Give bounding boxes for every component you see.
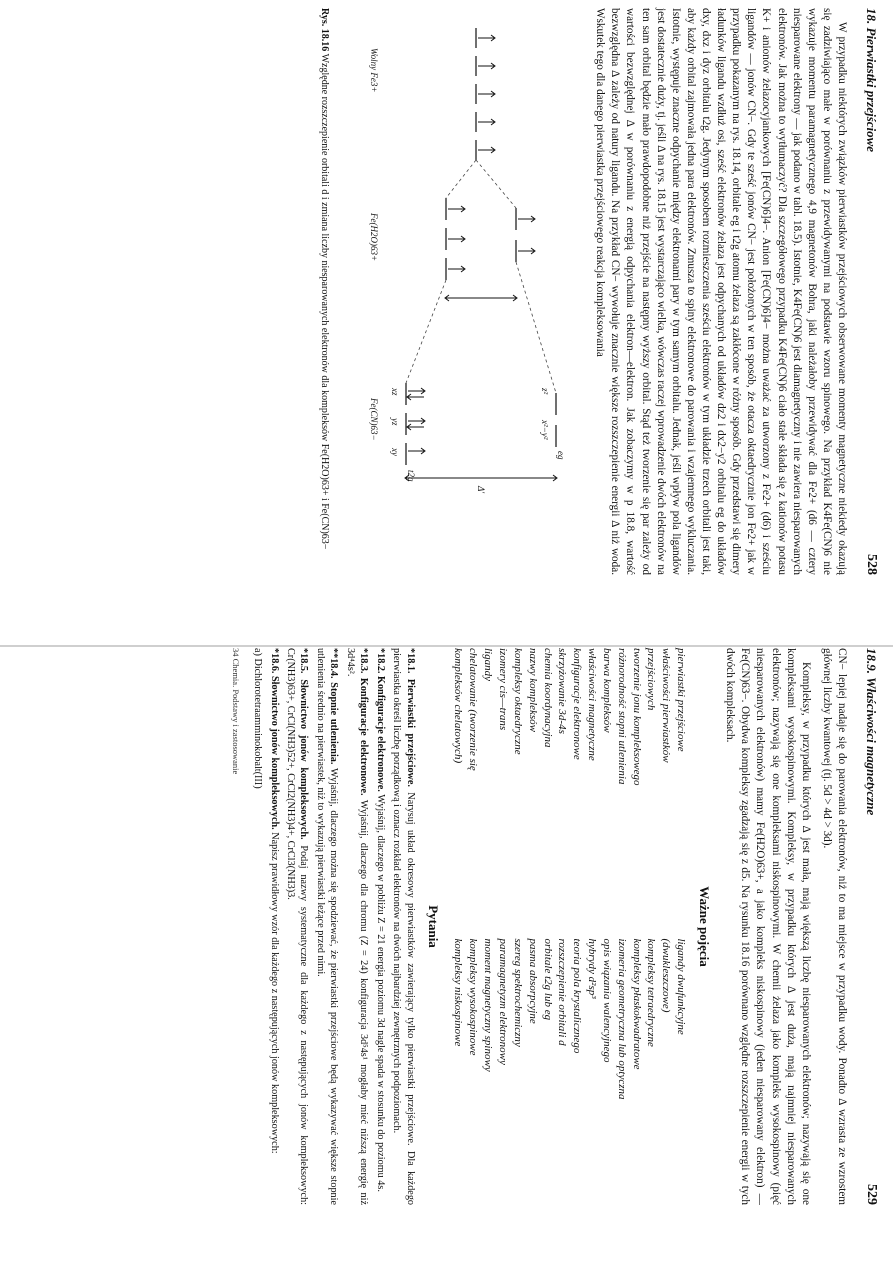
term-item: kompleksy tetraedryczne [645, 938, 658, 1047]
orbital-splitting-diagram [336, 8, 586, 575]
term-item: różnorodność stopni utlenienia [615, 648, 628, 785]
term-item: kompleksy oktaedryczne [511, 648, 524, 755]
question-title: Pierwiastki przejściowe. [404, 678, 416, 787]
delta-label: Δ' [476, 486, 487, 494]
caption-text: Względne rozszczepienie orbitali d i zmiana liczby niesparowanych elektronów dla kompleksów Fe(H2O)63+ i Fe(CN)63− [319, 53, 331, 550]
yz-label: yz [390, 418, 401, 426]
term-item: kompleksy wysokospinowe [467, 938, 480, 1056]
page-number: 528 [864, 554, 879, 575]
question-title: Słownictwo jonów kompleksowych. [268, 676, 280, 830]
question-text: Wyjaśnij, dlaczego w pobliżu Z = 21 energia poziomu 3d nagle spada w stosunku do poziomu 4s. [374, 794, 386, 1192]
question-number: *18.3. [358, 648, 370, 674]
question-number: *18.2. [374, 648, 386, 674]
term-item: chelatowanie (tworzenie się [467, 648, 480, 771]
question-title: Stopnie utlenienia. [328, 682, 340, 765]
question-title: Słownictwo jonów kompleksowych. [298, 679, 310, 840]
xy-label: xy [390, 448, 401, 456]
z2-label: z² [540, 388, 551, 395]
term-item: tworzenie jonu kompleksowego [630, 648, 643, 786]
body-paragraph: W przypadku niektórych związków pierwiastków przejściowych obserwowane momenty magnetyczne niekiedy okazują się zadziwiająco małe w porównaniu z przewidywanymi na podstawie wzoru spinowego. Na przykład K4Fe(CN)6 nie wykazuje momentu paramagnetycznego 4,9 magnetonów Bohra, jaki należałoby przewidywać dla Fe2+ (d6 — cztery niesparowane elektrony — jak podano w tabl. 18.5). Istotnie, K4Fe(CN)6 jest diamagnetyczny i nie zawiera niesparowanych elektronów. Jak można to wytłumaczyć? Dla szczegółowego przypadku K4Fe(CN)6 ciało stałe składa się z kationów potasu K+ i anionów żelazocyjankowych [Fe(CN)6]4−. Anion [Fe(CN)6]4− można uważać za utworzony z Fe2+ (d6) i sześciu ligandów — jonów CN−. Gdy te sześć jonów CN− jest położonych w ten sposób, że otacza oktaedrycznie jon Fe2+ jak w przypadku pokazanym na rys. 18.14, orbitale eg i t2g atomu żelaza są zakłócone w różny sposób. Gdy przedstawi się dimery ładunków ligandu wzdłuż osi, sześć elektronów żelaza jest odpychanych od układów dz2 i dx2−y2 orbitalu eg do układów dxy, dxz i dyz orbitalu t2g. Jedynym sposobem rozmieszczenia sześciu elektronów w tym układzie trzech orbitali jest taki, aby każdy orbital zajmowała jedna para elektronów. Zmusza to spiny elektronowe do parowania i wzajemnego wykluczania. Istotnie, występuje znaczne odpychanie między elektronami pary w tym samym orbitalu. Jednak, jeśli wpływ pola ligandów jest dostatecznie duży, tj. jeśli Δ na rys. 18.15 jest wystarczająco wielka, wówczas raczej wprowadzenie dwóch elektronów na ten sam orbital będzie mało prawdopodobne niż przejście na następny wyższy orbital. Stąd też tworzenie się par zależy od wartości bezwzględnej Δ w porównaniu z energią odpychania elektron—elektron. Jak zobaczymy w p 18.8, wartość bezwzględna Δ zależy od natury ligandu. Na przykład CN− wywołuje znacznie większe rozszczepienie energii Δ niż woda. Wskutek tego dla danego pierwiastka przejściowego reakcja kompleksowania [594, 8, 848, 575]
question-item [313, 648, 340, 1205]
question-item [390, 648, 417, 1205]
aqua-arrows [448, 206, 535, 272]
figure-caption [318, 8, 331, 575]
term-item: opis wiązania walencyjnego [600, 938, 613, 1063]
t2g-label: t2g [406, 470, 417, 482]
cyano-arrows [407, 388, 425, 454]
caption-label: Rys. 18.16 [319, 8, 331, 52]
question-item [373, 648, 386, 1205]
page-number: 529 [864, 1184, 879, 1205]
page-528 [0, 0, 893, 593]
free-ion-label: Wolny Fe3+ [369, 48, 380, 93]
connector-lines [406, 160, 556, 393]
term-item: właściwości magnetyczne [586, 648, 599, 761]
question-item [267, 648, 280, 1205]
question-text: a) Dichlorotetraamminokobalt(III) [252, 648, 264, 789]
question-text: Podaj nazwy systematyczne dla każdego z następujących jonów kompleksowych: Cr(NH3)63+, CrCl(NH3)52+, CrCl2(NH3)4+, CrCl3(NH3)3. [285, 648, 310, 1206]
delta-arrows [405, 295, 557, 481]
term-item: skrzyżowanie 3d-4s [556, 648, 569, 734]
diagram-svg [356, 8, 586, 573]
term-item: pasma absorpcyjne [526, 938, 539, 1024]
question-text: Wyjaśnij, dlaczego można się spodziewać, że pierwiastki przejściowe będą wykazywać większe stopnie utlenienia średnio na pierwiastek, niż to wykazują pierwiastki leżące przed nimi. [314, 648, 340, 1205]
body-paragraph: Kompleksy, w przypadku których Δ jest mała, mają większą liczbę niesparowanych elektronów; nazywają się one kompleksami wysokospinowymi. Kompleksy, w przypadku których Δ jest duża, mają najmniej niesparowanych elektronów; nazywają się one kompleksami niskospinowymi. W chemii żelaza jako kompleks wysokospinowy (pięć niesparowanych elektronów) mamy Fe(H2O)63+, a jako kompleks niskospinowy (jeden niesparowany elektron) — Fe(CN)63−. Obydwa kompleksy zgadzają się z d5. Na rysunku 18.16 porównano względne rozszczepienie energii w tych dwóch kompleksach. [724, 648, 812, 1205]
term-item: izomeria geometryczna lub optyczna [615, 938, 628, 1100]
terms-column-2 [451, 939, 689, 1206]
question-number: *18.6. [268, 648, 280, 674]
cyano-label: Fe(CN)63− [369, 398, 380, 441]
term-item: rozszczepienie orbitali d [556, 938, 569, 1046]
question-title: Konfiguracje elektronowe. [374, 676, 386, 792]
term-item: barwa kompleksów [600, 648, 613, 733]
term-item: (dwukleszczowe) [660, 938, 673, 1013]
header-title: 18. Pierwiastki przejściowe [864, 8, 879, 153]
term-item: właściwości pierwiastków [660, 648, 673, 763]
terms-columns [451, 648, 689, 1205]
term-item: szereg spektrochemiczny [511, 938, 524, 1047]
term-item: ligandy dwufunkcyjne [675, 938, 688, 1035]
x2y2-label: x²−y² [540, 420, 551, 440]
terms-column-1 [451, 648, 689, 915]
question-text: Napisz prawidłowy wzór dla każdego z następujących jonów kompleksowych: [268, 832, 280, 1154]
questions-heading: Pytania [425, 905, 441, 948]
term-item: chemia koordynacyjna [541, 648, 554, 748]
term-item: ligandy [482, 648, 495, 681]
question-item [284, 648, 311, 1205]
term-item: kompleksów chelatowych) [452, 648, 465, 764]
running-header [863, 8, 879, 575]
term-item: paramagnetyzm elektronowy [497, 938, 509, 1065]
question-title: Konfiguracje elektronowe. [358, 677, 370, 796]
term-item: pierwiastki przejściowe [675, 648, 688, 752]
term-item: nazwy kompleksów [526, 648, 539, 733]
free-ion-arrows [478, 35, 495, 153]
eg-label: eg [556, 451, 567, 460]
page-529 [0, 630, 893, 1223]
page-footer: 34 Chemia. Podstawy i zastosowanie [230, 648, 241, 775]
questions-list [251, 648, 417, 1205]
running-header [863, 648, 879, 1205]
term-item: kompleksy niskospinowe [452, 938, 465, 1047]
term-item: moment magnetyczny spinowy [482, 938, 495, 1072]
question-item [343, 648, 370, 1205]
aqua-label: Fe(H2O)63+ [369, 213, 380, 262]
term-item: konfiguracje elektronowe [571, 648, 584, 760]
term-item: hybrydy d²sp³ [586, 938, 599, 999]
term-item: teoria pola krystalicznego [571, 938, 584, 1054]
header-title: 18.9. Właściwości magnetyczne [864, 648, 879, 816]
terms-heading: Ważne pojęcia [697, 886, 713, 967]
term-item: kompleksy płaskokwadratowe [630, 938, 643, 1070]
question-number: **18.4. [328, 648, 340, 679]
body-paragraph: CN− lepiej nadaje się do parowania elektronów, niż to ma miejsce w przypadku wody. Ponadto Δ wzrasta ze wzrostem głównej liczby kwantowej (tj. 5d > 4d > 3d). [820, 648, 848, 1205]
question-number: *18.1. [404, 648, 416, 674]
question-number: *18.5. [298, 648, 310, 674]
term-item: izomery cis—trans [497, 648, 509, 731]
question-text: Wyjaśnij, dlaczego dla chromu (Z = 24) konfiguracja 3d⁵4s¹ mogłaby mieć niższą energię niż 3d⁴4s². [344, 648, 370, 1205]
question-text: Narysuj układ okresowy pierwiastków zawierający tylko pierwiastki przejściowe. Dla każdego pierwiastka określ liczbę porządkową i oznacz rozkład elektronów na dwóch najbardziej zewnętrznych podpoziomach. [391, 648, 416, 1206]
question-item [251, 648, 264, 1205]
term-item: orbitale t2g lub eg [541, 938, 554, 1021]
xz-label: xz [390, 388, 401, 396]
term-item: przejściowych [645, 648, 658, 711]
